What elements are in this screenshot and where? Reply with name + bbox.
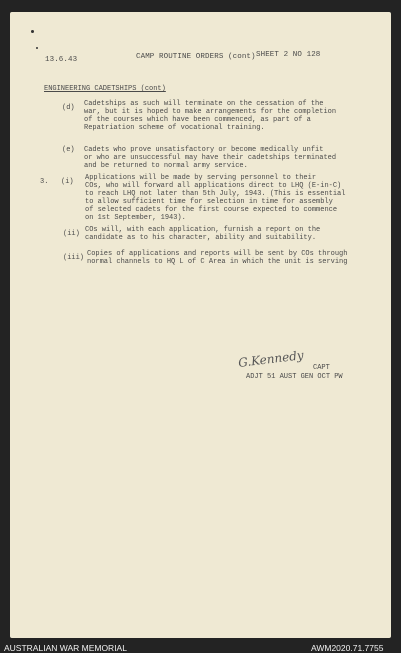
ink-mark [31,30,34,33]
item-number: (i) [61,178,74,186]
item-text: Copies of applications and reports will be sent by COs through normal channels to HQ L of C Area in which the unit is serving [87,250,348,266]
document-title: CAMP ROUTINE ORDERS (cont) [136,53,256,61]
item-number: (e) [62,146,75,154]
signature-rank: CAPT [313,364,330,372]
signature-role: ADJT 51 AUST GEN OCT PW [246,373,343,381]
item-number: (d) [62,104,75,112]
item-text: Cadetships as such will terminate on the cessation of the war, but it is hoped to make arrangements for the completion of the courses which have been commenced, as part of a Repatriation scheme of vocational training. [84,100,337,132]
item-text: Cadets who prove unsatisfactory or become medically unfit or who are unsuccessful may have their cadetships terminated and be returned to normal army service. [84,146,337,170]
document-date: 13.6.43 [45,56,78,64]
sheet-number: SHEET 2 NO 128 [256,51,321,59]
item-number: (iii) [63,254,85,262]
section-heading: ENGINEERING CADETSHIPS (cont) [44,85,166,93]
item-text: Applications will be made by serving personnel to their COs, who will forward all applications direct to LHQ (E-in-C) to reach LHQ not later than 5th July, 1943. (This is essential to allow sufficient time for selection in time for assembly of selected cadets for the first course expected to commence on 1st September, 1943). [85,174,346,222]
item-number: (ii) [63,230,80,238]
item-text: COs will, with each application, furnish a report on the candidate as to his character, ability and suitability. [85,226,321,242]
handwritten-signature: G.Kennedy [237,348,305,370]
ink-mark [36,47,38,49]
footer-accession-number: AWM2020.71.7755 [311,643,384,653]
footer-source: AUSTRALIAN WAR MEMORIAL [4,643,127,653]
section-number: 3. [40,178,49,186]
